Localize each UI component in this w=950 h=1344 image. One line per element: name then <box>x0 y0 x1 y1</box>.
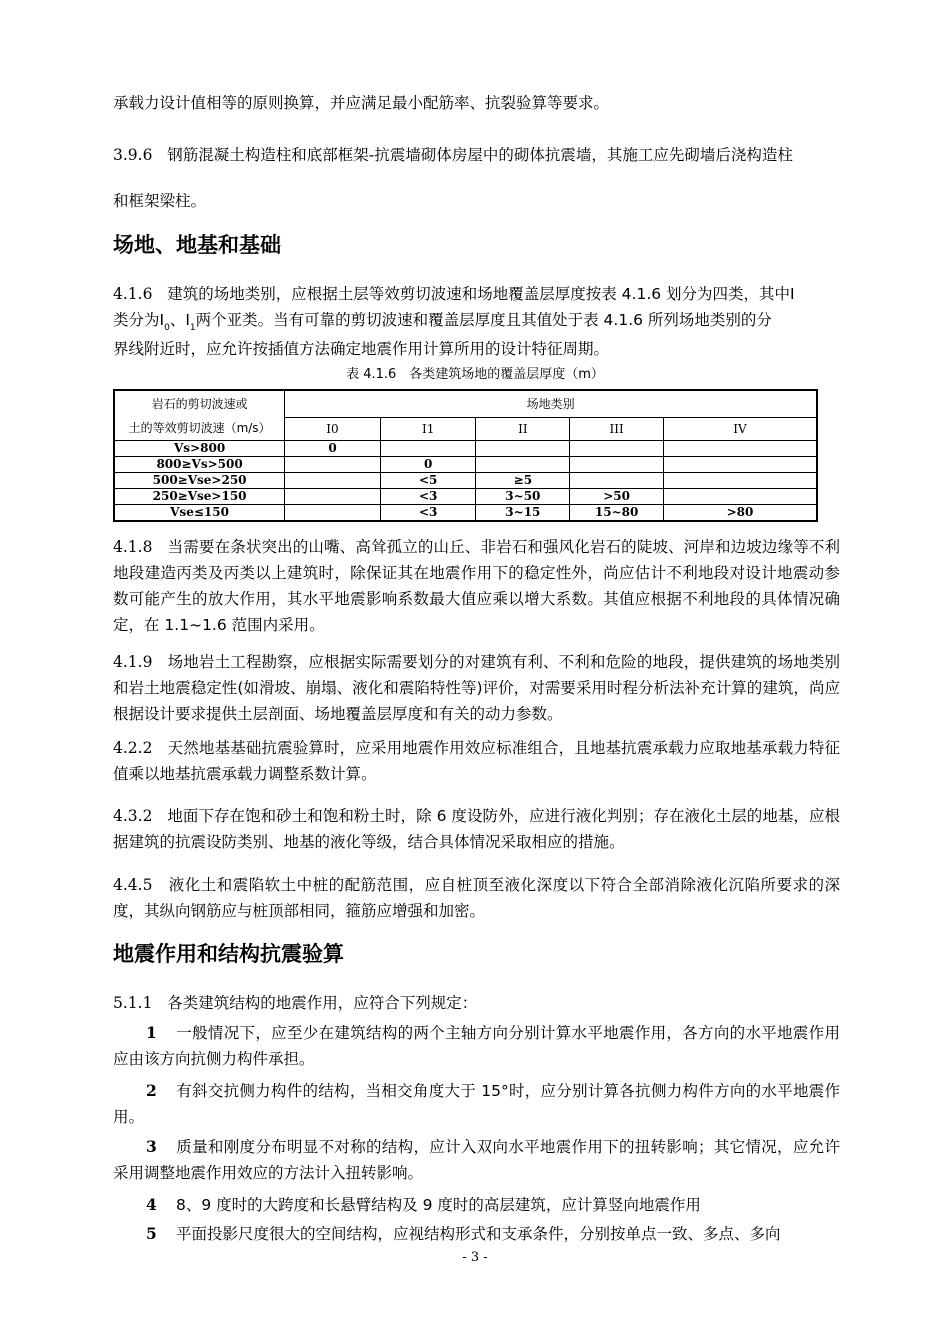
item-number: 2 <box>146 1081 157 1100</box>
cell: 3~50 <box>476 489 570 505</box>
clause-number: 4.3.2 <box>113 807 153 825</box>
clause-number: 4.4.5 <box>113 876 153 894</box>
clause-4-1-9 <box>113 649 840 727</box>
item-text: 8、9 度时的大跨度和长悬臂结构及 9 度时的高层建筑，应计算竖向地震作用 <box>176 1196 701 1214</box>
clause-4-3-2 <box>113 803 840 855</box>
section-heading-seismic: 地震作用和结构抗震验算 <box>113 942 344 966</box>
clause-text: 天然地基基础抗震验算时，应采用地震作用效应标准组合，且地基抗震承载力应取地基承载力特征值乘以地基抗震承载力调整系数计算。 <box>113 739 840 783</box>
clause-text-line3: 界线附近时，应允许按插值方法确定地震作用计算所用的设计特征周期。 <box>113 340 610 358</box>
item-text: 有斜交抗侧力构件的结构，当相交角度大于 15°时，应分别计算各抗侧力构件方向的水平地震作用。 <box>113 1082 840 1126</box>
table-header-wave-speed <box>114 390 285 441</box>
item-text: 质量和刚度分布明显不对称的结构，应计入双向水平地震作用下的扭转影响；其它情况，应允许采用调整地震作用效应的方法计入扭转影响。 <box>113 1138 840 1182</box>
header-line2: 土的等效剪切波速（m/s） <box>128 420 271 435</box>
clause-3-9-6 <box>113 142 840 168</box>
cell <box>476 441 570 457</box>
table-header-site-category: 场地类别 <box>285 390 817 418</box>
cell: <5 <box>380 473 476 489</box>
item-number: 4 <box>146 1195 157 1214</box>
table-row <box>114 473 817 489</box>
clause-4-2-2 <box>113 735 840 787</box>
col-header: IV <box>664 418 817 441</box>
cell: 0 <box>285 441 381 457</box>
clause-text: 各类建筑结构的地震作用，应符合下列规定： <box>167 994 478 1012</box>
table-caption: 表 4.1.6 各类建筑场地的覆盖层厚度（m） <box>346 367 604 382</box>
page-number: - 3 - <box>462 1250 488 1265</box>
paragraph-continuation: 承载力设计值相等的原则换算，并应满足最小配筋率、抗裂验算等要求。 <box>113 94 610 112</box>
clause-4-4-5 <box>113 872 840 924</box>
item-text: 平面投影尺度很大的空间结构，应视结构形式和支承条件，分别按单点一致、多点、多向 <box>176 1225 781 1243</box>
list-item <box>113 1020 840 1072</box>
table-row <box>114 489 817 505</box>
cell <box>664 473 817 489</box>
item-number: 5 <box>146 1224 157 1243</box>
row-label: 800≥Vs>500 <box>114 457 285 473</box>
cell: ≥5 <box>476 473 570 489</box>
cell <box>664 489 817 505</box>
list-item <box>113 1134 840 1186</box>
clause-number: 3.9.6 <box>113 146 153 164</box>
table-row <box>114 441 817 457</box>
col-header: I0 <box>285 418 381 441</box>
cell <box>570 441 664 457</box>
item-number: 3 <box>146 1137 157 1156</box>
col-header: III <box>570 418 664 441</box>
cell <box>380 441 476 457</box>
item-number: 1 <box>146 1023 157 1042</box>
row-label: 500≥Vse>250 <box>114 473 285 489</box>
cell: 0 <box>380 457 476 473</box>
clause-3-9-6-cont: 和框架梁柱。 <box>113 192 207 210</box>
cell: <3 <box>380 489 476 505</box>
clause-5-1-1 <box>113 990 840 1016</box>
clause-text: 当需要在条状突出的山嘴、高耸孤立的山丘、非岩石和强风化岩石的陡坡、河岸和边坡边缘等不利地段建造丙类及丙类以上建筑时，除保证其在地震作用下的稳定性外，尚应估计不利地段对设计地震动参数可能产生的放大作用，其水平地震影响系数最大值应乘以增大系数。其值应根据不利地段的具体情况确定，在 1.1~1.6 范围内采用。 <box>113 538 840 634</box>
cell <box>285 473 381 489</box>
section-heading-site: 场地、地基和基础 <box>113 233 281 257</box>
header-line1: 岩石的剪切波速或 <box>151 396 248 411</box>
cell <box>285 457 381 473</box>
col-header: II <box>476 418 570 441</box>
clause-text-line2b: 、Ⅰ <box>169 311 190 329</box>
row-label: Vs>800 <box>114 441 285 457</box>
list-item <box>113 1221 840 1247</box>
clause-number: 4.1.8 <box>113 538 153 556</box>
cell <box>664 457 817 473</box>
row-label: Vse≤150 <box>114 505 285 522</box>
cell: 15~80 <box>570 505 664 522</box>
cell: >50 <box>570 489 664 505</box>
clause-text-line1: 建筑的场地类别，应根据土层等效剪切波速和场地覆盖层厚度按表 4.1.6 划分为四类，其中Ⅰ <box>167 285 795 303</box>
col-header: I1 <box>380 418 476 441</box>
table-row <box>114 457 817 473</box>
item-text: 一般情况下，应至少在建筑结构的两个主轴方向分别计算水平地震作用，各方向的水平地震作用应由该方向抗侧力构件承担。 <box>113 1024 840 1068</box>
clause-text: 液化土和震陷软土中桩的配筋范围，应自桩顶至液化深度以下符合全部消除液化沉陷所要求的深度，其纵向钢筋应与桩顶部相同，箍筋应增强和加密。 <box>113 876 840 920</box>
clause-text-line2a: 类分为Ⅰ <box>113 311 165 329</box>
clause-number: 4.1.6 <box>113 285 153 303</box>
cell <box>570 473 664 489</box>
site-category-table <box>113 389 818 522</box>
clause-4-1-8 <box>113 534 840 638</box>
list-item <box>113 1078 840 1130</box>
clause-text: 场地岩土工程勘察，应根据实际需要划分的对建筑有利、不利和危险的地段，提供建筑的场地类别和岩土地震稳定性(如滑坡、崩塌、液化和震陷特性等)评价，对需要采用时程分析法补充计算的建筑，尚应根据设计要求提供土层剖面、场地覆盖层厚度和有关的动力参数。 <box>113 653 840 723</box>
cell <box>476 457 570 473</box>
clause-number: 4.2.2 <box>113 739 153 757</box>
cell: <3 <box>380 505 476 522</box>
list-item <box>113 1192 840 1218</box>
table-row <box>114 505 817 522</box>
clause-4-1-6 <box>113 281 840 362</box>
subscript: 0 <box>164 323 170 333</box>
clause-number: 5.1.1 <box>113 994 153 1012</box>
row-label: 250≥Vse>150 <box>114 489 285 505</box>
cell <box>285 489 381 505</box>
cell <box>664 441 817 457</box>
clause-text: 钢筋混凝土构造柱和底部框架-抗震墙砌体房屋中的砌体抗震墙，其施工应先砌墙后浇构造柱 <box>167 146 793 164</box>
cell: >80 <box>664 505 817 522</box>
clause-number: 4.1.9 <box>113 653 153 671</box>
clause-text-line2c: 两个亚类。当有可靠的剪切波速和覆盖层厚度且其值处于表 4.1.6 所列场地类别的分 <box>195 311 772 329</box>
cell <box>285 505 381 522</box>
clause-text: 地面下存在饱和砂土和饱和粉土时，除 6 度设防外，应进行液化判别；存在液化土层的地基，应根据建筑的抗震设防类别、地基的液化等级，结合具体情况采取相应的措施。 <box>113 807 841 851</box>
cell <box>570 457 664 473</box>
subscript: 1 <box>189 323 196 333</box>
cell: 3~15 <box>476 505 570 522</box>
